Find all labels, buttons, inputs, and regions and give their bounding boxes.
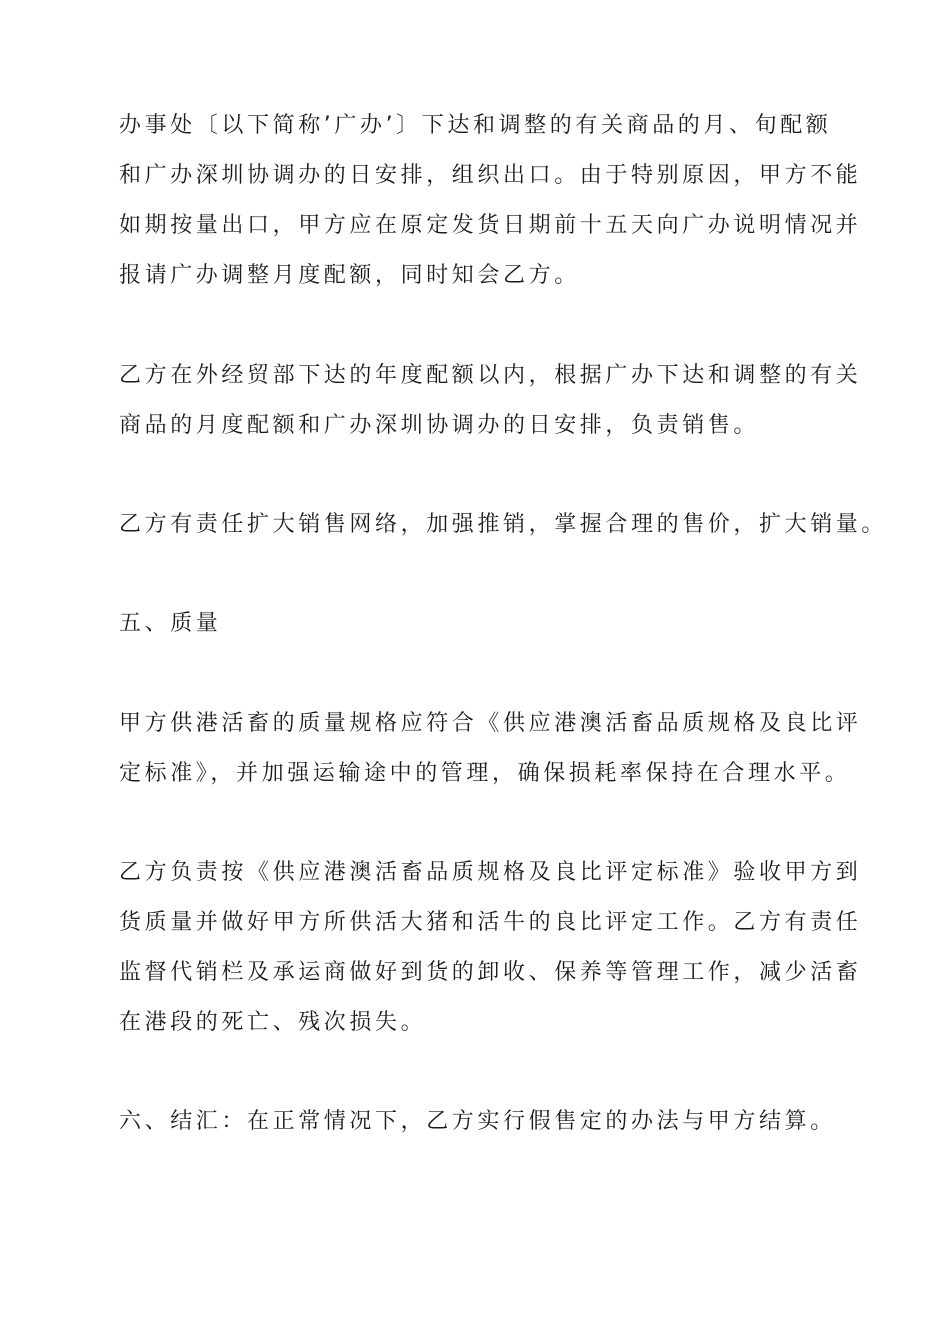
text-line: 监督代销栏及承运商做好到货的卸收、保养等管理工作，减少活畜 [119,960,862,985]
text-line: 乙方有责任扩大销售网络，加强推销，掌握合理的售价，扩大销量。 [119,512,888,537]
paragraph-quality-inspection [119,860,862,1061]
text-line: 乙方在外经贸部下达的年度配额以内，根据广办下达和调整的有关 [119,363,862,388]
text-line: 定标准》，并加强运输途中的管理，确保损耗率保持在合理水平。 [119,761,851,786]
paragraph-sales-quota [119,363,862,464]
heading-text: 五、质量 [119,611,222,636]
paragraph-sales-network [119,512,888,563]
paragraph-quality-standard [119,711,862,812]
section-heading-quality [119,612,839,662]
section-heading-settlement [119,1110,839,1160]
text-line: 甲方供港活畜的质量规格应符合《供应港澳活畜品质规格及良比评 [119,711,862,736]
text-line: 和广办深圳协调办的日安排，组织出口。由于特别原因，甲方不能 [119,163,862,188]
text-line: 六、结汇：在正常情况下，乙方实行假售定的办法与甲方结算。 [119,1109,836,1134]
text-line: 如期按量出口，甲方应在原定发货日期前十五天向广办说明情况并 [119,213,862,238]
text-line: 在港段的死亡、残次损失。 [119,1010,427,1035]
text-line: 办事处〔以下简称’广办’〕下达和调整的有关商品的月、旬配额 [119,113,832,138]
text-line: 商品的月度配额和广办深圳协调办的日安排，负责销售。 [119,413,760,438]
text-line: 乙方负责按《供应港澳活畜品质规格及良比评定标准》验收甲方到 [119,860,862,885]
text-line: 货质量并做好甲方所供活大猪和活牛的良比评定工作。乙方有责任 [119,910,862,935]
text-line: 报请广办调整月度配额，同时知会乙方。 [119,263,580,288]
paragraph-export-quota [119,113,862,314]
